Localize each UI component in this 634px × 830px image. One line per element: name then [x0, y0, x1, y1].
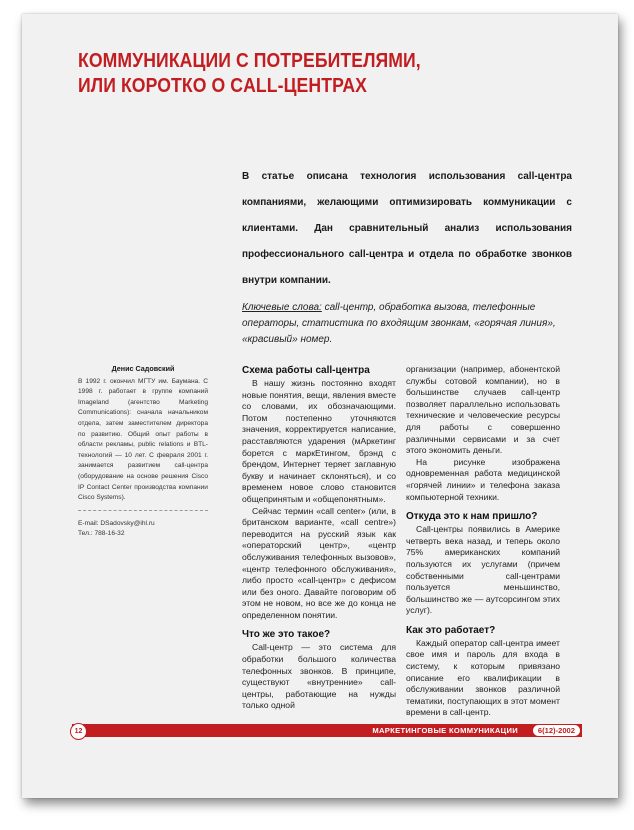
paragraph: Сейчас термин «call center» (или, в британском варианте, «call centre») переводится на русский язык как «операторский центр», «центр обслуживания телефонных вызовов», «центр телефонного обслуживания», либо просто «call-центр» с дефисом или без оного. Давайте поговорим об этом не новом, но все же до конца не определенном понятии.: [242, 505, 396, 620]
section-heading: Схема работы call-центра: [242, 365, 370, 376]
text-column-1: [242, 364, 396, 712]
title-line-2: ИЛИ КОРОТКО О CALL-ЦЕНТРАХ: [78, 74, 368, 97]
paragraph: На рисунке изображена одновременная работа медицинской «горячей линии» и телефона заказа компьютерной техники.: [406, 456, 560, 502]
keywords: [242, 300, 572, 348]
magazine-name: МАРКЕТИНГОВЫЕ КОММУНИКАЦИИ: [372, 726, 518, 735]
paragraph: Каждый оператор call-центра имеет свое имя и пароль для входа в систему, к которым привязано описание его квалификации в обслуживании звонков различной тематики, поступающих в этот момент времени в call-центр.: [406, 637, 560, 718]
article-lead: В статье описана технология использования call-центра компаниями, желающими оптимизировать коммуникации с клиентами. Дан сравнительный анализ использования профессионального call-центра и отдела по обработке звонков внутри компании.: [242, 171, 572, 286]
article-title: [78, 48, 491, 98]
sidebar-divider: [78, 510, 208, 511]
title-line-1: КОММУНИКАЦИИ С ПОТРЕБИТЕЛЯМИ,: [78, 49, 421, 72]
author-name: Денис Садовский: [111, 364, 175, 373]
author-phone: Тел.: 788-16-32: [78, 530, 125, 538]
page-number: 12: [70, 723, 87, 740]
section-heading: Как это работает?: [406, 624, 496, 636]
paragraph: Call-центр — это система для обработки большого количества телефонных звонков. В принципе, существуют «внутренние» call-центры, работающие на нужды только одной: [242, 642, 396, 711]
keywords-text: call-центр, обработка вызова, телефонные операторы, статистика по входящим звонкам, «горячая линия», «красивый» номер.: [242, 302, 556, 345]
paragraph: организации (например, абонентской службы сотовой компании), но в большинстве случаев call-центр позволяет параллельно использовать технические и человеческие ресурсы для работы с совершенно различными сервисами и за счет этого экономить деньги.: [406, 364, 560, 456]
magazine-page: [22, 14, 618, 798]
keywords-label: Ключевые слова:: [242, 302, 322, 313]
author-bio: В 1992 г. окончил МГТУ им. Баумана. С 1998 г. работает в группе компаний Imageland (агентство Marketing Communications): сначала начальником отдела, затем заместителем директора по развитию. Общий опыт работы в области рекламы, public relations и BTL-технологий — 10 лет. С февраля 2001 г. занимается развитием call-центра (оборудование на основе решения Cisco IP Contact Center производства компании Cisco Systems).: [78, 377, 208, 502]
paragraph: Call-центры появились в Америке четверть века назад, и теперь около 75% американских компаний пользуются их услугами (причем собственными call-центрами пользуется меньшинство, большинство же — аутсорсингом этих услуг).: [406, 524, 560, 616]
paragraph: В нашу жизнь постоянно входят новые понятия, вещи, явления вместе со словами, их обозначающими. Потом постепенно уточняются значения, корректируется написание, расставляются ударения (мАркетинг борется с маркЕтингом, брэнд с брендом, Интернет теряет заглавную букву и начинает склоняться), и со временем новое слово становится общепринятым и «общепонятным».: [242, 378, 396, 504]
page-footer: [72, 724, 582, 737]
text-column-2: [406, 364, 560, 719]
author-email[interactable]: E-mail: DSadovsky@ihl.ru: [78, 519, 155, 527]
issue-badge: 6(12)-2002: [533, 725, 580, 736]
section-heading: Откуда это к нам пришло?: [406, 511, 538, 523]
author-sidebar: [78, 364, 208, 540]
section-heading: Что же это такое?: [242, 629, 331, 641]
